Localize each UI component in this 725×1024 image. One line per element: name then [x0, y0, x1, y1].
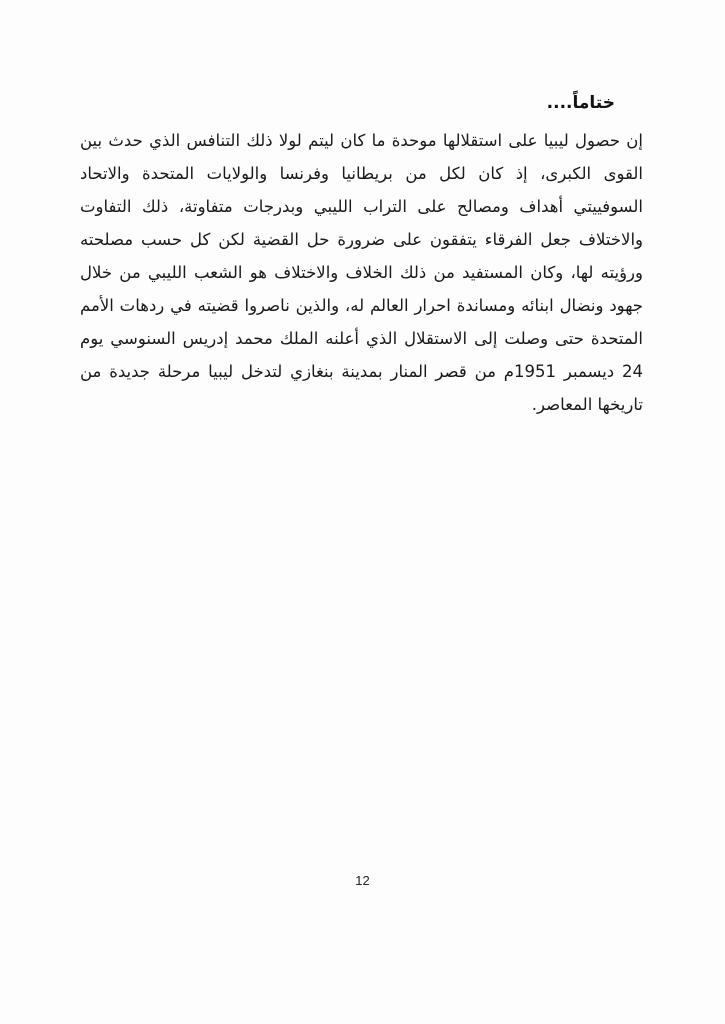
- page-number: 12: [355, 873, 370, 888]
- conclusion-paragraph: إن حصول ليبيا على استقلالها موحدة ما كان ليتم لولا ذلك التنافس الذي حدث بين القوى الكبرى، إذ كان لكل من بريطانيا وفرنسا والولايات المتحدة والاتحاد السوفييتي أهداف ومصالح على التراب الليبي وبدرجات متفاوتة، ذلك التفاوت والاختلاف جعل الفرقاء يتفقون على ضرورة حل القضية لكن كل حسب مصلحته ورؤيته لها، وكان المستفيد من ذلك الخلاف والاختلاف هو الشعب الليبي من خلال جهود ونضال ابنائه ومساندة احرار العالم له، والذين ناصروا قضيته في ردهات الأمم المتحدة حتى وصلت إلى الاستقلال الذي أعلنه الملك محمد إدريس السنوسي يوم 24 ديسمبر 1951م من قصر المنار بمدينة بنغازي لتدخل ليبيا مرحلة جديدة من تاريخها المعاصر.: [80, 131, 643, 414]
- conclusion-heading: ختاماً....: [546, 93, 615, 113]
